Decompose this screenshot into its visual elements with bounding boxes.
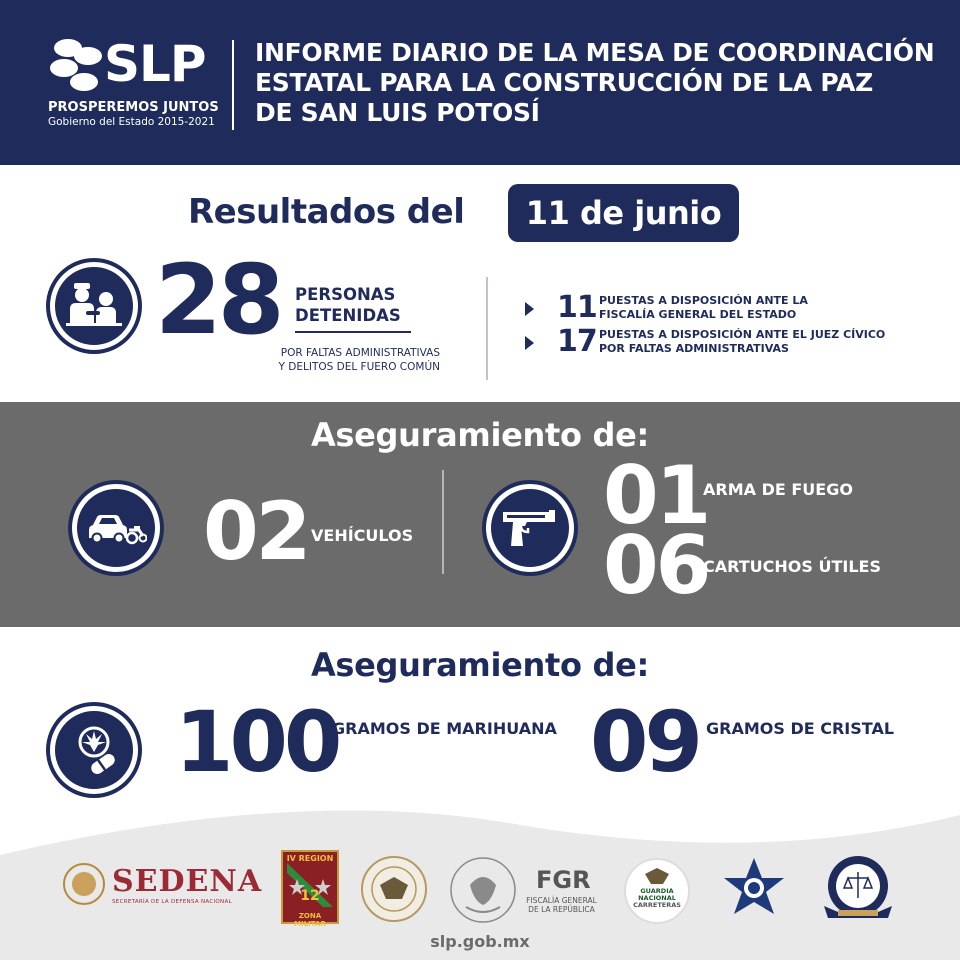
breakdown-text [599,294,808,322]
guardia-line: NACIONAL [638,894,676,902]
seizure-band-weapons-vehicles [0,402,960,627]
mexico-coat-of-arms-icon [448,855,518,925]
fgr-logo-text: FGR [536,866,591,894]
fgr-subtitle-line: FISCALÍA GENERAL [526,896,597,905]
firearm-icon [486,484,574,572]
vehicles-count: 02 [203,485,309,578]
fiscalia-estado-seal-icon [818,854,898,926]
region-shield-bottom: ZONA MILITAR [294,912,326,928]
breakdown-count: 11 [557,290,597,325]
detained-label-line: DETENIDAS [295,306,401,325]
seizure-divider [442,470,444,574]
police-badge-icon [718,856,790,926]
region-shield-top: IV REGION [286,854,334,863]
triangle-bullet-icon [525,336,534,350]
slp-logo-mark-icon [48,36,106,94]
sedena-logo-text: SEDENA [112,864,263,899]
triangle-bullet-icon [525,302,534,316]
results-divider [486,277,488,380]
sedena-logo-subtitle: SECRETARÍA DE LA DEFENSA NACIONAL [112,899,232,905]
breakdown-text-line: PUESTAS A DISPOSICIÓN ANTE EL JUEZ CÍVICO [599,328,886,341]
guardia-nacional-seal-icon [360,855,428,923]
detained-label-line: PERSONAS [295,285,396,304]
region-shield-logo [281,850,339,928]
marijuana-label: GRAMOS DE MARIHUANA [332,719,557,738]
header-banner [0,0,960,165]
guardia-carreteras-logo [624,858,690,924]
website-link[interactable]: slp.gob.mx [430,932,530,951]
detained-label [295,284,401,326]
seizure-title: Aseguramiento de: [310,416,650,454]
marijuana-count: 100 [175,693,339,791]
detained-note-line: POR FALTAS ADMINISTRATIVAS [280,347,440,359]
crystal-label: GRAMOS DE CRISTAL [706,719,895,738]
logo-tagline: PROSPEREMOS JUNTOS [48,100,219,115]
detainee-icon [50,262,138,350]
breakdown-text [599,328,885,356]
breakdown-count: 17 [557,324,597,359]
title-line: DE SAN LUIS POTOSÍ [255,98,540,127]
detained-note-line: Y DELITOS DEL FUERO COMÚN [278,361,440,373]
fgr-subtitle-line: DE LA REPÚBLICA [528,905,595,914]
date-badge: 11 de junio [508,184,739,242]
slp-logo [48,36,218,128]
breakdown-text-line: PUESTAS A DISPOSICIÓN ANTE LA [599,294,808,307]
guardia-line: CARRETERAS [633,901,681,909]
results-title: Resultados del [188,192,465,232]
firearm-count: 01 [603,449,709,542]
fgr-logo-subtitle [524,896,599,914]
detained-underline [295,331,411,333]
breakdown-text-line: FISCALÍA GENERAL DEL ESTADO [599,308,797,321]
firearm-label: ARMA DE FUEGO [703,480,853,499]
logo-text: SLP [104,35,206,93]
title-line: ESTATAL PARA LA CONSTRUCCIÓN DE LA PAZ [255,68,873,97]
header-divider [232,40,234,130]
guardia-eagle-icon [645,868,669,884]
cartridges-count: 06 [603,519,709,612]
detained-note [230,346,440,374]
logo-subtitle: Gobierno del Estado 2015-2021 [48,116,215,128]
region-number: 12 [300,888,320,904]
crystal-count: 09 [590,693,699,791]
cartridges-label: CARTUCHOS ÚTILES [703,557,881,576]
sedena-seal-icon [62,862,106,906]
page-title [255,38,935,128]
title-line: INFORME DIARIO DE LA MESA DE COORDINACIÓN [255,38,935,67]
vehicle-icon [72,484,160,572]
drugs-icon [50,706,138,794]
breakdown-text-line: POR FALTAS ADMINISTRATIVAS [599,342,789,355]
vehicles-label: VEHÍCULOS [311,526,414,545]
seizure-title-drugs: Aseguramiento de: [310,646,650,684]
detained-count: 28 [155,244,281,356]
guardia-line: GUARDIA [640,887,674,895]
